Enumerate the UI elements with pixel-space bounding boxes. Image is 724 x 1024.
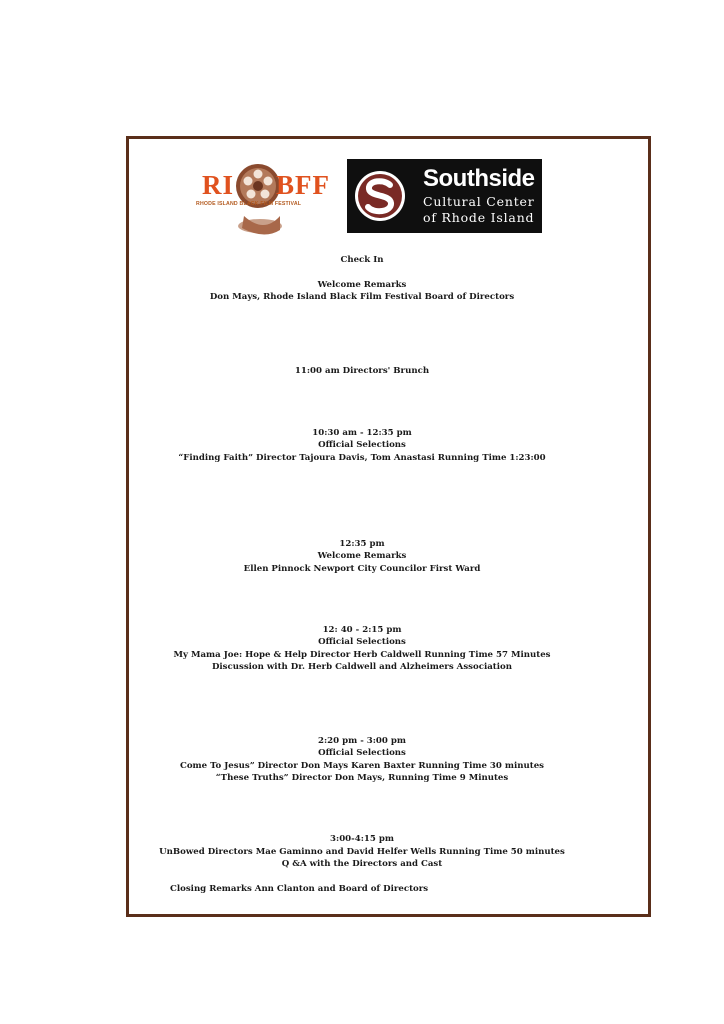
block2-time: 12:35 pm bbox=[339, 539, 385, 549]
block3-title: Official Selections bbox=[318, 637, 406, 647]
welcome-remarks-speaker: Don Mays, Rhode Island Black Film Festival Board of Directors bbox=[209, 292, 515, 302]
logo-bff-text: BFF bbox=[276, 170, 330, 200]
southside-title: Southside bbox=[423, 165, 535, 192]
block1-time: 10:30 am - 12:35 pm bbox=[312, 428, 412, 438]
block3-time: 12: 40 - 2:15 pm bbox=[322, 625, 402, 635]
check-in: Check In bbox=[340, 255, 384, 265]
logo-ri-text: RI bbox=[202, 170, 235, 200]
southside-logo bbox=[347, 159, 542, 233]
logo-subtitle: RHODE ISLAND BLACK FILM FESTIVAL bbox=[196, 201, 302, 207]
block4-title: Official Selections bbox=[318, 748, 406, 758]
block1-title: Official Selections bbox=[318, 440, 406, 450]
block5-qa: Q &A with the Directors and Cast bbox=[281, 859, 443, 869]
block5-film: UnBowed Directors Mae Gaminno and David Helfer Wells Running Time 50 minutes bbox=[159, 847, 565, 857]
block4-film-1: Come To Jesus” Director Don Mays Karen Baxter Running Time 30 minutes bbox=[179, 761, 545, 771]
block4-time: 2:20 pm - 3:00 pm bbox=[318, 736, 406, 746]
block3-discussion: Discussion with Dr. Herb Caldwell and Alzheimers Association bbox=[211, 662, 513, 672]
film-reel-icon bbox=[234, 156, 282, 238]
block5-time: 3:00-4:15 pm bbox=[330, 834, 394, 844]
page-border bbox=[126, 136, 651, 917]
ribff-logo bbox=[196, 156, 328, 238]
block4-film-2: “These Truths” Director Don Mays, Running Time 9 Minutes bbox=[215, 773, 509, 783]
block2-title: Welcome Remarks bbox=[317, 551, 407, 561]
southside-subtitle-1: Cultural Center bbox=[423, 194, 535, 209]
directors-brunch: 11:00 am Directors' Brunch bbox=[294, 366, 430, 376]
southside-subtitle-2: of Rhode Island bbox=[423, 210, 535, 225]
block2-speaker: Ellen Pinnock Newport City Councilor First Ward bbox=[243, 564, 481, 574]
closing-remarks: Closing Remarks Ann Clanton and Board of Directors bbox=[170, 884, 429, 894]
block1-film: “Finding Faith” Director Tajoura Davis, Tom Anastasi Running Time 1:23:00 bbox=[178, 453, 546, 463]
welcome-remarks-title: Welcome Remarks bbox=[317, 280, 407, 290]
block3-film: My Mama Joe: Hope & Help Director Herb Caldwell Running Time 57 Minutes bbox=[173, 650, 551, 660]
southside-s-mark-icon bbox=[354, 170, 406, 222]
